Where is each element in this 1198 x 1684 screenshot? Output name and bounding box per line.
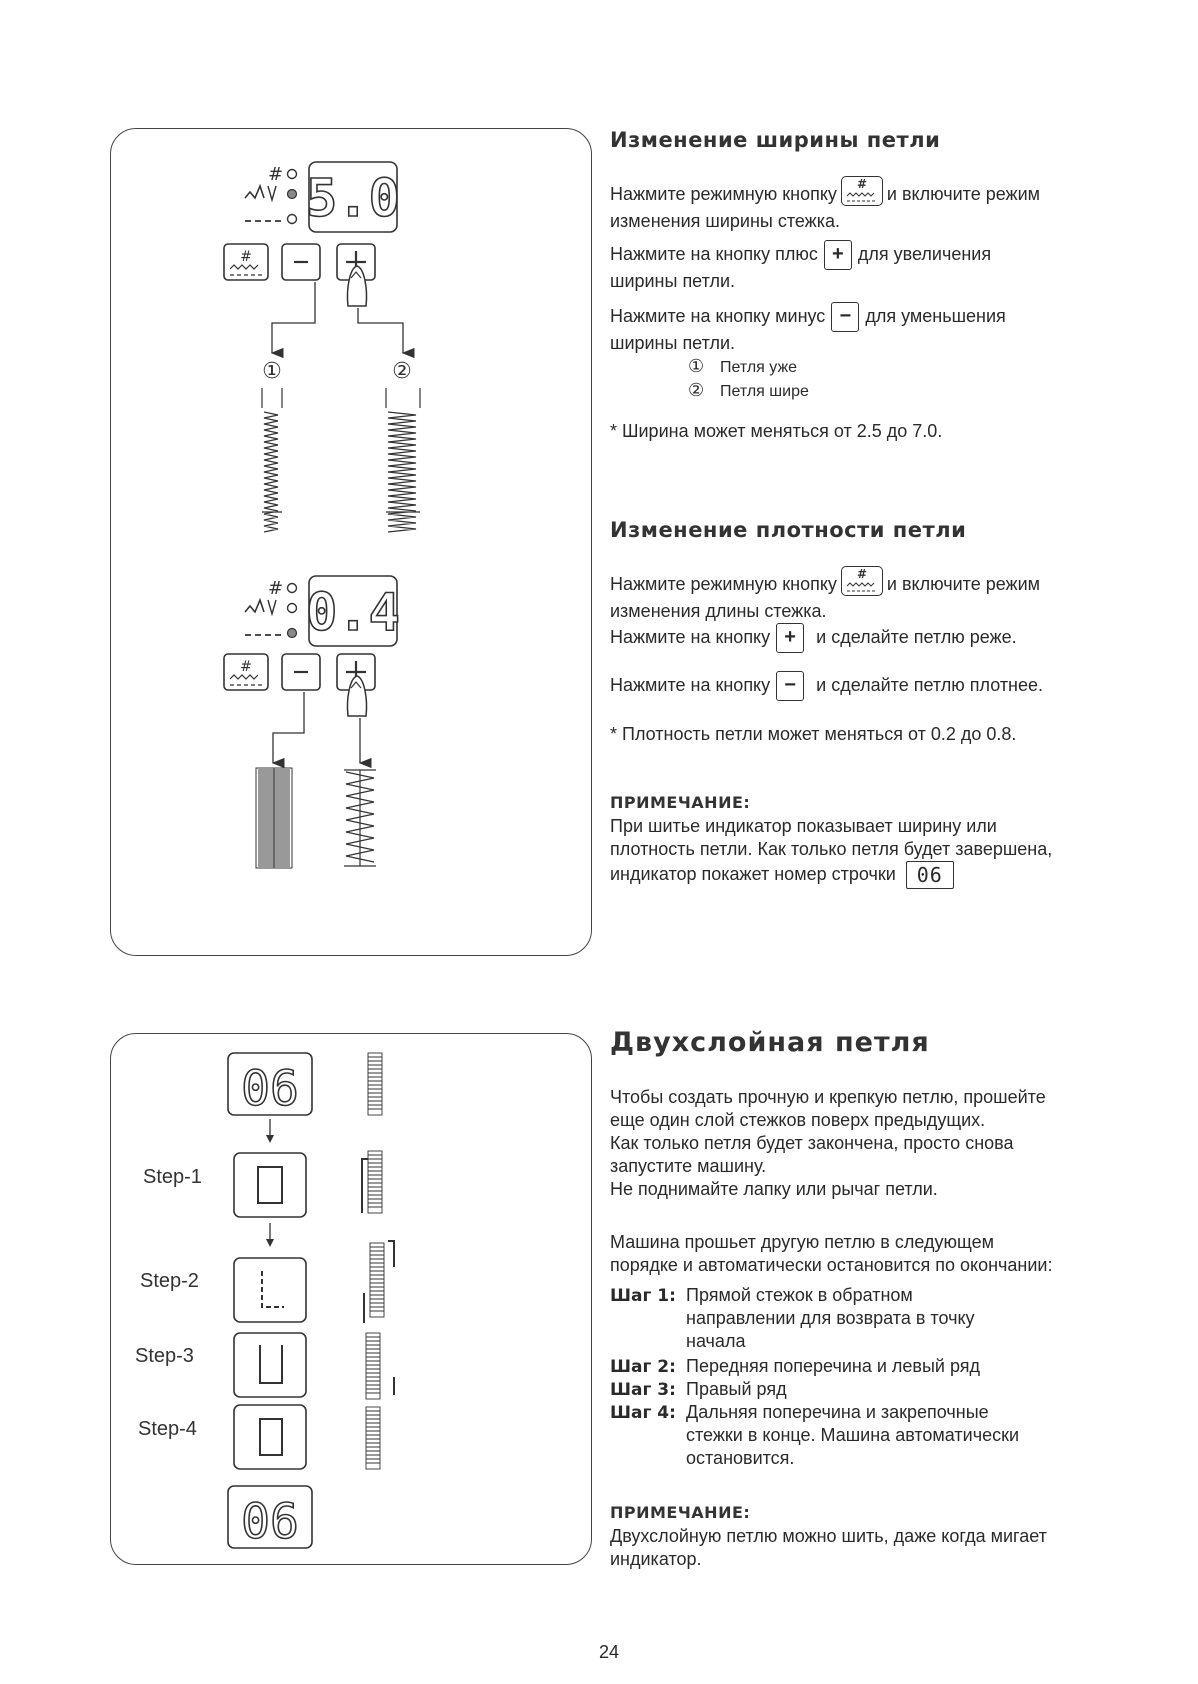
step-text: Правый ряд xyxy=(686,1379,787,1399)
buttonhole-wide xyxy=(386,388,420,532)
buttonhole-dense xyxy=(256,768,292,868)
width-p2-line2: ширины петли. xyxy=(610,271,736,291)
list-number: ② xyxy=(688,380,705,400)
width-para-1 xyxy=(610,177,1170,233)
step-item-4 xyxy=(610,1401,1020,1468)
density-para-1 xyxy=(610,567,1170,623)
step-item-1 xyxy=(610,1284,975,1351)
label-wider: ② xyxy=(392,358,412,383)
step-item-3 xyxy=(610,1378,787,1402)
density-note-line3: индикатор покажет номер строчки xyxy=(610,863,896,884)
density-p1-line2: изменения длины стежка. xyxy=(610,601,827,621)
lcd-display-end xyxy=(228,1486,312,1550)
density-p1-before: Нажмите режимную кнопку xyxy=(610,573,837,594)
heading-double-layer: Двухслойная петля xyxy=(610,1027,930,1058)
density-footnote: * Плотность петли может меняться от 0.2 до 0.8. xyxy=(610,724,1017,744)
width-p1-line2: изменения ширины стежка. xyxy=(610,211,841,231)
lcd-display-step-3 xyxy=(234,1333,306,1397)
display-value-2: 0.4 xyxy=(306,583,400,643)
order-line: порядке и автоматически остановится по окончании: xyxy=(610,1255,1053,1275)
step-label: Шаг 4: xyxy=(610,1403,676,1423)
width-para-2 xyxy=(610,240,1170,293)
step-label: Шаг 3: xyxy=(610,1380,676,1400)
intro-line: Не поднимайте лапку или рычаг петли. xyxy=(610,1179,938,1199)
list-item xyxy=(688,379,809,403)
list-text: Петля шире xyxy=(720,383,809,400)
width-p3-line2: ширины петли. xyxy=(610,333,736,353)
plus-key-icon: + xyxy=(824,240,852,270)
step-label-3: Step-3 xyxy=(135,1345,194,1367)
density-note-line1: При шитье индикатор показывает ширину или xyxy=(610,816,997,836)
step-item-2 xyxy=(610,1355,981,1379)
step-text: остановится. xyxy=(686,1448,795,1468)
density-p2-after: и сделайте петлю реже. xyxy=(816,626,1017,647)
minus-key-icon: − xyxy=(776,671,804,701)
heading-density: Изменение плотности петли xyxy=(610,518,967,542)
density-para-3 xyxy=(610,671,1170,701)
mode-indicator-1 xyxy=(245,164,297,224)
button-row-2 xyxy=(224,654,375,716)
display-end-value: 06 xyxy=(241,1494,299,1550)
order-line: Машина прошьет другую петлю в следующем xyxy=(610,1232,994,1252)
width-p3-before: Нажмите на кнопку минус xyxy=(610,305,826,326)
step-label-2: Step-2 xyxy=(140,1270,199,1292)
lcd-display-step-4 xyxy=(234,1405,306,1469)
double-order xyxy=(610,1231,1180,1277)
step-text: Дальняя поперечина и закрепочные xyxy=(686,1402,989,1422)
svg-text:#: # xyxy=(856,567,867,581)
display-value-1: 5.0 xyxy=(306,169,400,229)
label-narrower: ① xyxy=(262,358,282,383)
double-note-line: индикатор. xyxy=(610,1549,702,1569)
svg-text:#: # xyxy=(856,177,867,191)
step-label: Шаг 1: xyxy=(610,1286,676,1306)
mode-key-icon xyxy=(841,176,883,206)
page-number: 24 xyxy=(599,1642,620,1662)
double-note-line: Двухслойную петлю можно шить, даже когда мигает xyxy=(610,1526,1047,1546)
buttonhole-stage-icons xyxy=(362,1053,394,1469)
stitch-number-display: 06 xyxy=(906,861,954,889)
intro-line: Как только петля будет закончена, просто снова xyxy=(610,1133,1014,1153)
width-p1-before: Нажмите режимную кнопку xyxy=(610,183,837,204)
density-p3-before: Нажмите на кнопку xyxy=(610,674,771,695)
density-para-2 xyxy=(610,623,1170,653)
width-p3-after: для уменьшения xyxy=(865,305,1006,326)
step-label: Шаг 2: xyxy=(610,1357,676,1377)
step-label-4: Step-4 xyxy=(138,1418,197,1440)
double-note-body xyxy=(610,1525,1180,1571)
density-note-line2: плотность петли. Как только петля будет завершена, xyxy=(610,839,1053,859)
list-number: ① xyxy=(688,356,705,376)
figure-width-density xyxy=(110,128,592,958)
buttonhole-sparse xyxy=(344,770,376,866)
step-text: Прямой стежок в обратном xyxy=(686,1285,913,1305)
width-footnote: * Ширина может меняться от 2.5 до 7.0. xyxy=(610,421,943,441)
button-row-1 xyxy=(224,244,375,306)
svg-text:#: # xyxy=(268,164,284,185)
step-text: начала xyxy=(686,1331,746,1351)
svg-text:#: # xyxy=(240,659,252,675)
svg-text:#: # xyxy=(268,578,284,599)
step-text: направлении для возврата в точку xyxy=(686,1308,975,1328)
list-text: Петля уже xyxy=(720,359,798,376)
step-text: стежки в конце. Машина автоматически xyxy=(686,1425,1020,1445)
density-p3-after: и сделайте петлю плотнее. xyxy=(816,674,1044,695)
density-p1-after: и включите режим xyxy=(886,573,1041,594)
lcd-display-density xyxy=(306,576,400,646)
density-note-title: ПРИМЕЧАНИЕ: xyxy=(610,793,751,812)
figure-double-layer xyxy=(110,1033,592,1565)
step-label-1: Step-1 xyxy=(143,1166,202,1188)
display-start-value: 06 xyxy=(241,1061,299,1117)
double-intro xyxy=(610,1086,1180,1201)
density-note-body xyxy=(610,815,1180,889)
buttonhole-narrow xyxy=(262,388,282,532)
lcd-display-width xyxy=(306,162,400,232)
density-p2-before: Нажмите на кнопку xyxy=(610,626,771,647)
intro-line: еще один слой стежков поверх предыдущих. xyxy=(610,1110,986,1130)
width-p1-after: и включите режим xyxy=(886,183,1041,204)
width-para-3 xyxy=(610,302,1170,355)
mode-indicator-2 xyxy=(245,578,297,638)
plus-key-icon: + xyxy=(776,623,804,653)
intro-line: Чтобы создать прочную и крепкую петлю, прошейте xyxy=(610,1087,1046,1107)
mode-key-icon xyxy=(841,566,883,596)
svg-text:#: # xyxy=(240,249,252,265)
lcd-display-start xyxy=(228,1053,312,1117)
width-p2-before: Нажмите на кнопку плюс xyxy=(610,243,818,264)
heading-width: Изменение ширины петли xyxy=(610,128,941,152)
list-item xyxy=(688,355,797,379)
lcd-display-step-2 xyxy=(234,1258,306,1322)
minus-key-icon: − xyxy=(831,302,859,332)
step-text: Передняя поперечина и левый ряд xyxy=(686,1356,981,1376)
lcd-display-step-1 xyxy=(234,1153,306,1217)
double-note-title: ПРИМЕЧАНИЕ: xyxy=(610,1503,751,1522)
width-p2-after: для увеличения xyxy=(857,243,992,264)
intro-line: запустите машину. xyxy=(610,1156,767,1176)
